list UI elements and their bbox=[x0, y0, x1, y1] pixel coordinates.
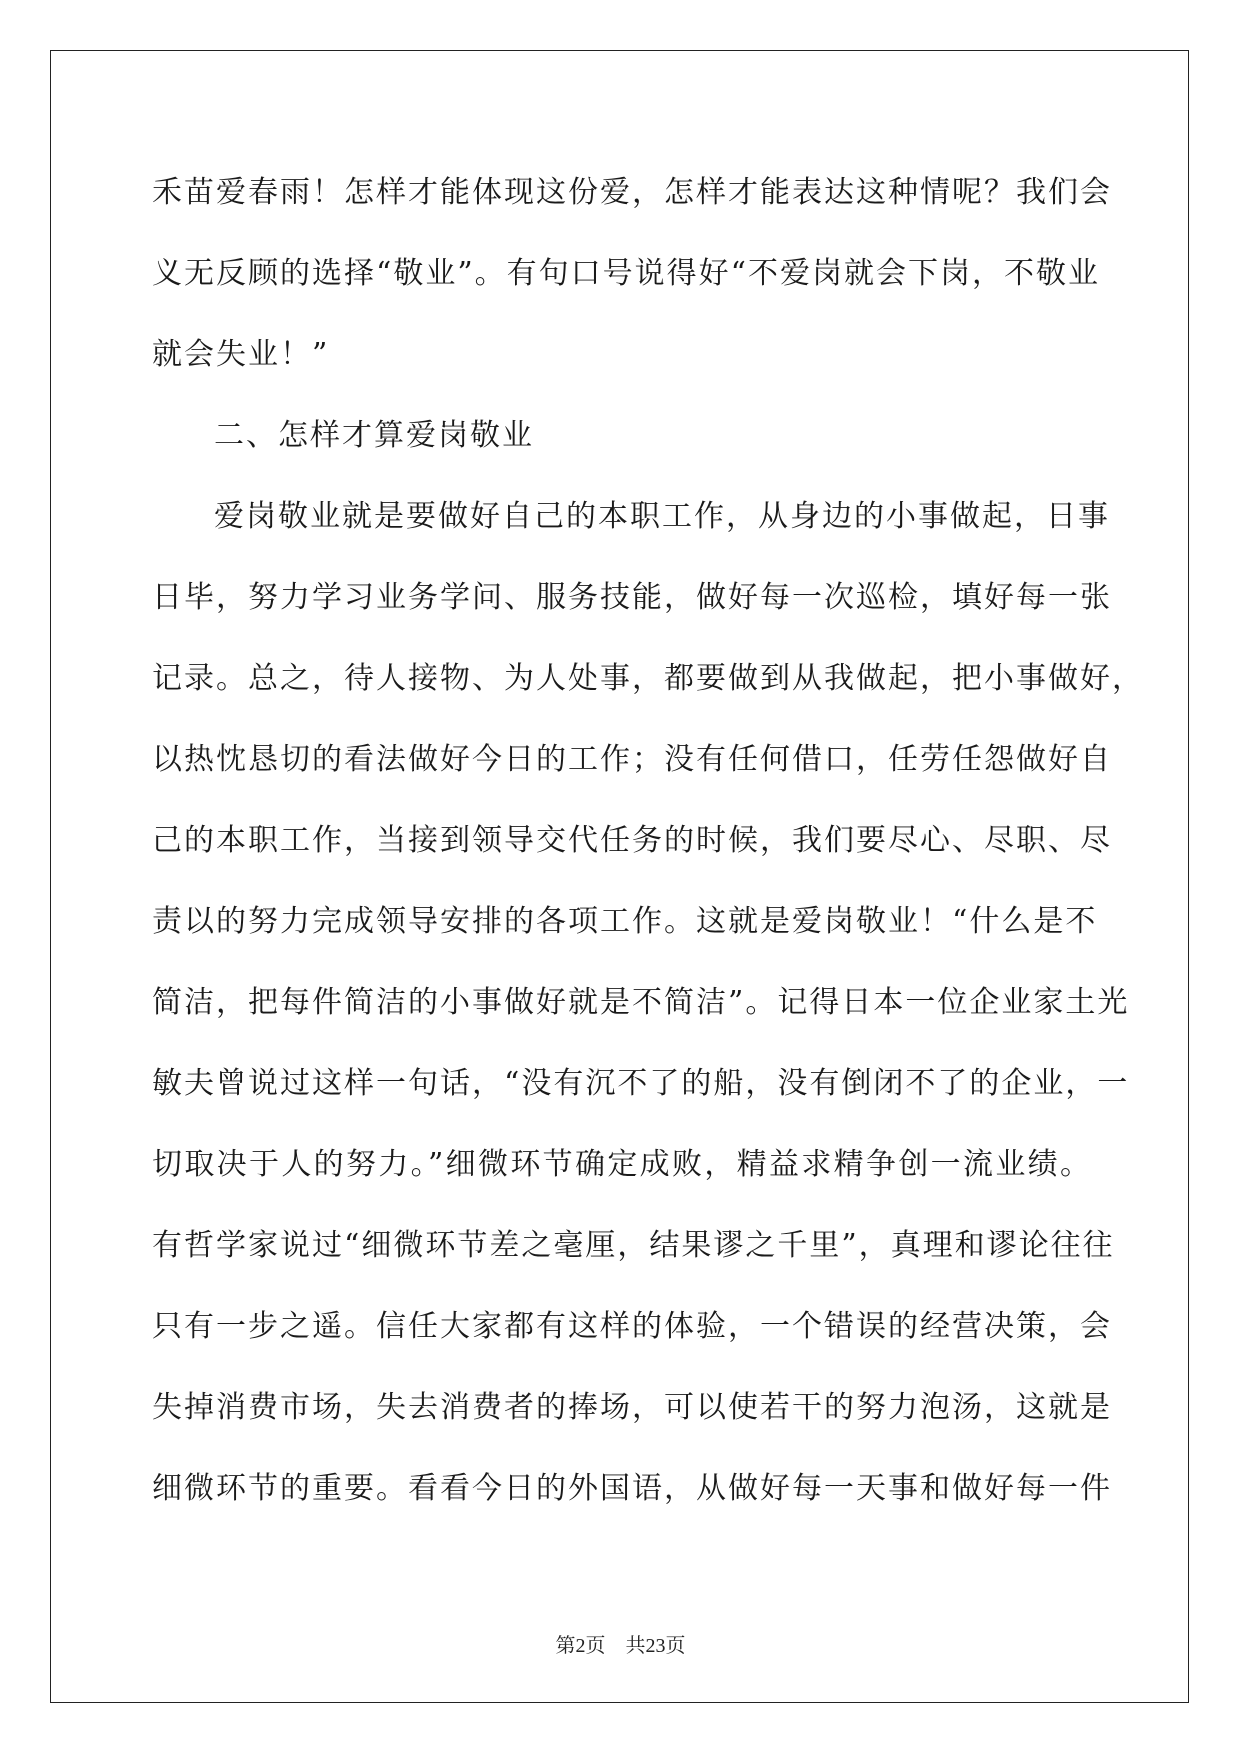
paragraph-line: 义无反顾的选择“敬业”。有句口号说得好“不爱岗就会下岗，不敬业 bbox=[152, 256, 1101, 291]
page-footer bbox=[0, 1629, 1241, 1658]
paragraph-line: 以热忱恳切的看法做好今日的工作；没有任何借口，任劳任怨做好自 bbox=[152, 742, 1112, 777]
paragraph-line: 有哲学家说过“细微环节差之毫厘，结果谬之千里”，真理和谬论往往 bbox=[152, 1228, 1115, 1263]
paragraph-line: 禾苗爱春雨！怎样才能体现这份爱，怎样才能表达这种情呢？我们会 bbox=[152, 175, 1112, 210]
paragraph-line: 敏夫曾说过这样一句话，“没有沉不了的船，没有倒闭不了的企业，一 bbox=[152, 1066, 1130, 1101]
paragraph-line: 责以的努力完成领导安排的各项工作。这就是爱岗敬业！“什么是不 bbox=[152, 904, 1098, 939]
paragraph-line: 细微环节的重要。看看今日的外国语，从做好每一天事和做好每一件 bbox=[152, 1471, 1112, 1506]
document-body bbox=[152, 152, 1144, 1529]
paragraph-line: 日毕，努力学习业务学问、服务技能，做好每一次巡检，填好每一张 bbox=[152, 580, 1112, 615]
section-heading: 二、怎样才算爱岗敬业 bbox=[214, 418, 534, 453]
paragraph-line: 只有一步之遥。信任大家都有这样的体验，一个错误的经营决策，会 bbox=[152, 1309, 1112, 1344]
paragraph-line: 失掉消费市场，失去消费者的捧场，可以使若干的努力泡汤，这就是 bbox=[152, 1390, 1112, 1425]
paragraph-line: 爱岗敬业就是要做好自己的本职工作，从身边的小事做起，日事 bbox=[214, 499, 1110, 534]
paragraph-line: 简洁，把每件简洁的小事做好就是不简洁”。记得日本一位企业家土光 bbox=[152, 985, 1130, 1020]
page-number: 第2页 bbox=[555, 1635, 606, 1657]
paragraph-line: 记录。总之，待人接物、为人处事，都要做到从我做起，把小事做好， bbox=[152, 661, 1144, 696]
page-total: 共23页 bbox=[625, 1635, 686, 1657]
paragraph-line: 切取决于人的努力。”细微环节确定成败，精益求精争创一流业绩。 bbox=[152, 1147, 1092, 1182]
paragraph-line: 己的本职工作，当接到领导交代任务的时候，我们要尽心、尽职、尽 bbox=[152, 823, 1112, 858]
paragraph-line: 就会失业！” bbox=[152, 337, 330, 372]
